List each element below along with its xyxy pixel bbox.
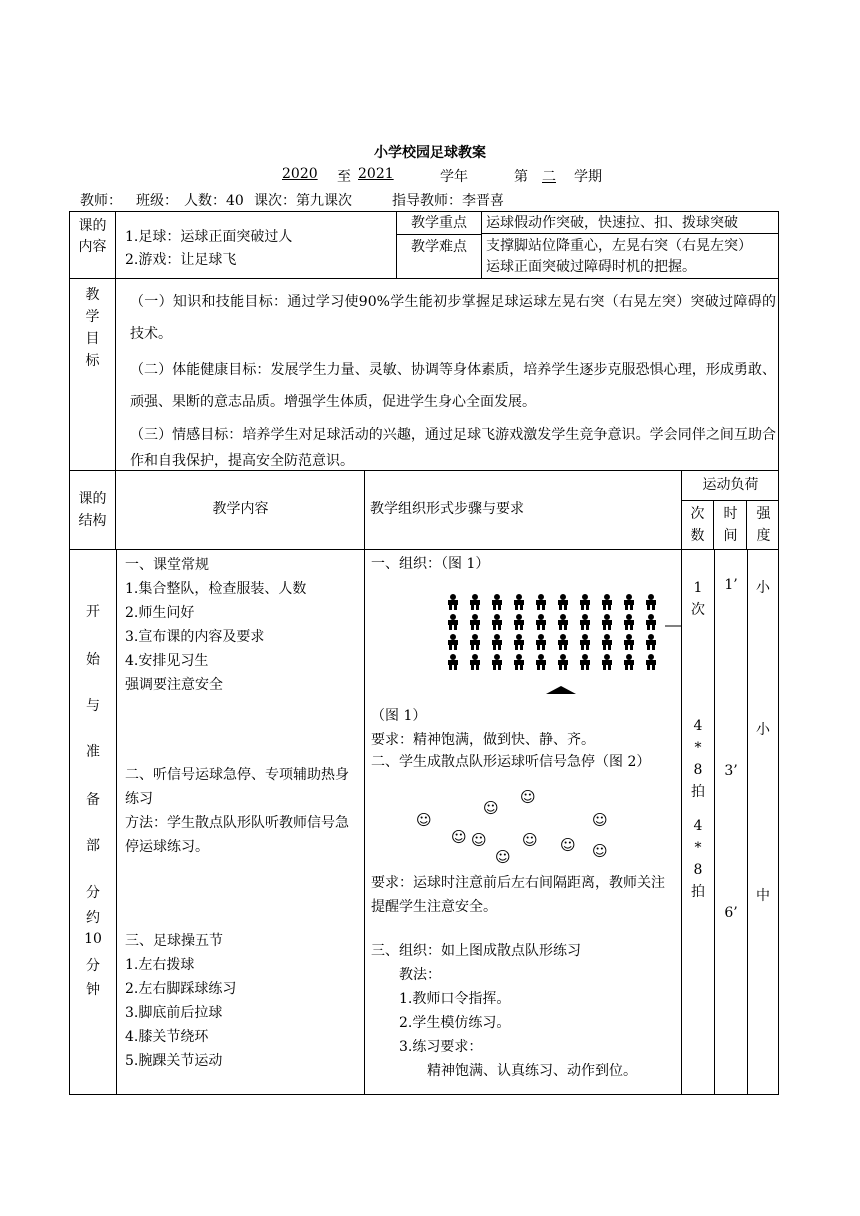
student-figure-icon <box>646 654 656 670</box>
goals-label: 教 学 目 标 <box>70 278 116 470</box>
student-figure-icon <box>470 614 480 630</box>
student-figure-icon <box>448 654 458 670</box>
org-scatter-req: 要求：运球时注意前后左右间隔距离，教师关注提醒学生注意安全。 <box>371 875 665 915</box>
header-content: 教学内容 <box>117 470 365 549</box>
student-smiley-icon: ☺ <box>560 836 576 854</box>
key-point-text: 运球假动作突破，快速拉、扣、拨球突破 <box>481 212 778 234</box>
goals-list <box>130 286 776 474</box>
difficulty-label: 教学难点 <box>411 239 467 255</box>
time-b: 3’ <box>724 763 738 779</box>
student-smiley-icon: ☺ <box>592 811 608 829</box>
student-figure-icon <box>492 594 502 610</box>
time-c: 6’ <box>724 905 738 921</box>
term-suffix: 学期 <box>574 169 602 185</box>
student-figure-icon <box>492 634 502 650</box>
term-number: 二 <box>542 169 556 185</box>
student-figure-icon <box>492 614 502 630</box>
mentor: 指导教师：李晋喜 <box>392 193 504 209</box>
student-figure-icon <box>602 634 612 650</box>
student-figure-icon <box>558 594 568 610</box>
goal-knowledge: （一）知识和技能目标：通过学习使90%学生能初步掌握足球运球左晃右突（右晃左突）突破过障碍的技术。 <box>130 294 776 342</box>
student-figures <box>448 594 656 670</box>
times-b: 4 * 8 拍 <box>691 718 705 800</box>
year-to: 2021 <box>358 166 394 182</box>
student-figure-icon <box>558 614 568 630</box>
year-from: 2020 <box>282 166 318 182</box>
part-content <box>117 549 365 1094</box>
student-smiley-icon: ☺ <box>592 842 608 860</box>
teacher-triangle-icon <box>546 686 576 694</box>
info-line <box>80 190 860 210</box>
time-a: 1’ <box>724 577 738 593</box>
student-smiley-icon: ☺ <box>483 799 499 817</box>
lesson-number: 课次：第九课次 <box>254 193 352 209</box>
student-figure-icon <box>536 614 546 630</box>
term-prefix: 第 <box>514 169 528 185</box>
times-c: 4 * 8 拍 <box>691 818 705 900</box>
fig1-caption: （图 1） <box>371 708 427 724</box>
student-figure-icon <box>558 654 568 670</box>
lesson-content <box>125 226 292 272</box>
content-routine: 一、课堂常规 1.集合整队，检查服装、人数 2.师生问好 3.宣布课的内容及要求 4.安排见习生 强调要注意安全 <box>125 557 307 693</box>
org-exercise: 三、组织：如上图成散点队形练习 教法： 1.教师口令指挥。 2.学生模仿练习。 3.练习要求： 精神饱满、认真练习、动作到位。 <box>371 943 637 1079</box>
student-figure-icon <box>580 614 590 630</box>
goal-emotion: （三）情感目标：培养学生对足球活动的兴趣，通过足球飞游戏激发学生竞争意识。学会同伴之间互助合作和自我保护，提高安全防范意识。 <box>130 427 776 469</box>
student-figure-icon <box>624 634 634 650</box>
intensity-a: 小 <box>756 580 770 596</box>
teaching-goals-row <box>69 278 779 471</box>
header-organization: 教学组织形式步骤与要求 <box>370 501 524 517</box>
lesson-item: 1.足球：运球正面突破过人 <box>125 229 293 245</box>
key-diff-labels <box>396 212 482 278</box>
content-warmup: 二、听信号运球急停、专项辅助热身练习 方法：学生散点队形队听教师信号急停运球练习。 <box>125 767 349 855</box>
student-smiley-icon: ☺ <box>522 831 538 849</box>
difficulty-line: 支撑脚站位降重心，左晃右突（右晃左突） <box>486 238 752 254</box>
year-suffix: 学年 <box>440 169 468 185</box>
student-figure-icon <box>514 634 524 650</box>
class-label: 班级： <box>136 193 178 209</box>
student-figure-icon <box>470 654 480 670</box>
teacher-label: 教师： <box>80 193 122 209</box>
difficulty-text <box>486 236 752 278</box>
part-time <box>715 549 748 1094</box>
student-figure-icon <box>646 594 656 610</box>
student-figure-icon <box>470 594 480 610</box>
intensity-c: 中 <box>756 888 770 904</box>
header-times: 次 数 <box>682 501 714 549</box>
header-load-title: 运动负荷 <box>682 470 779 501</box>
student-figure-icon <box>624 594 634 610</box>
student-figure-icon <box>580 594 590 610</box>
lesson-content-label <box>70 212 116 278</box>
times-a: 1 次 <box>691 580 705 618</box>
org-formation-req: 要求：精神饱满，做到快、静、齐。 <box>371 732 595 748</box>
student-figure-icon <box>448 634 458 650</box>
lesson-content-row <box>69 211 779 279</box>
student-figure-icon <box>448 594 458 610</box>
key-diff-texts <box>481 212 778 278</box>
lesson-content-label-l1: 课的 <box>78 218 107 234</box>
student-figure-icon <box>514 614 524 630</box>
student-figure-icon <box>624 614 634 630</box>
document-title: 小学校园足球教案 <box>374 145 486 161</box>
student-figure-icon <box>470 634 480 650</box>
header-load <box>681 470 779 549</box>
intensity-b: 小 <box>756 722 770 738</box>
student-smiley-icon: ☺ <box>416 811 432 829</box>
org-scatter: 二、学生成散点队形运球听信号急停（图 2） <box>371 754 651 770</box>
content-football-exercise: 三、足球操五节 1.左右拨球 2.左右脚踩球练习 3.脚底前后拉球 4.膝关节绕环 5.腕踝关节运动 <box>125 933 237 1069</box>
student-figure-icon <box>602 654 612 670</box>
student-figure-icon <box>558 634 568 650</box>
student-figure-icon <box>536 634 546 650</box>
student-figure-icon <box>514 654 524 670</box>
year-to-word: 至 <box>337 169 351 185</box>
header-structure: 课的 结构 <box>70 470 116 549</box>
key-point-label: 教学重点 <box>397 212 481 235</box>
student-figure-icon <box>580 654 590 670</box>
difficulty-line: 运球正面突破过障碍时机的把握。 <box>486 259 696 275</box>
student-figure-icon <box>646 634 656 650</box>
part-intensity <box>748 549 778 1094</box>
student-figure-icon <box>448 614 458 630</box>
org-formation: 一、组织：（图 1） <box>371 556 490 572</box>
student-figure-icon <box>602 614 612 630</box>
goal-fitness: （二）体能健康目标：发展学生力量、灵敏、协调等身体素质，培养学生逐步克服恐惧心理，形成勇敢、顽强、果断的意志品质。增强学生体质，促进学生身心全面发展。 <box>130 362 776 410</box>
student-count: 人数：40 <box>184 193 244 209</box>
part-label: 开 始 与 准 备 部 分 约 10 分 钟 <box>70 549 117 1094</box>
student-figure-icon <box>624 654 634 670</box>
student-figure-icon <box>536 654 546 670</box>
student-smiley-icon: ☺ <box>495 848 511 866</box>
lesson-item: 2.游戏：让足球飞 <box>125 252 237 268</box>
lesson-content-label-l2: 内容 <box>78 239 107 255</box>
student-figure-icon <box>602 594 612 610</box>
student-figure-icon <box>646 614 656 630</box>
structure-header-row <box>69 470 779 550</box>
header-intensity: 强 度 <box>756 506 771 544</box>
student-smiley-icon: ☺ <box>451 828 467 846</box>
student-smiley-icon: ☺ <box>471 831 487 849</box>
student-figure-icon <box>536 594 546 610</box>
header-time: 时 间 <box>715 501 747 549</box>
student-figure-icon <box>492 654 502 670</box>
student-figure-icon <box>580 634 590 650</box>
student-figure-icon <box>514 594 524 610</box>
student-smiley-icon: ☺ <box>520 788 536 806</box>
